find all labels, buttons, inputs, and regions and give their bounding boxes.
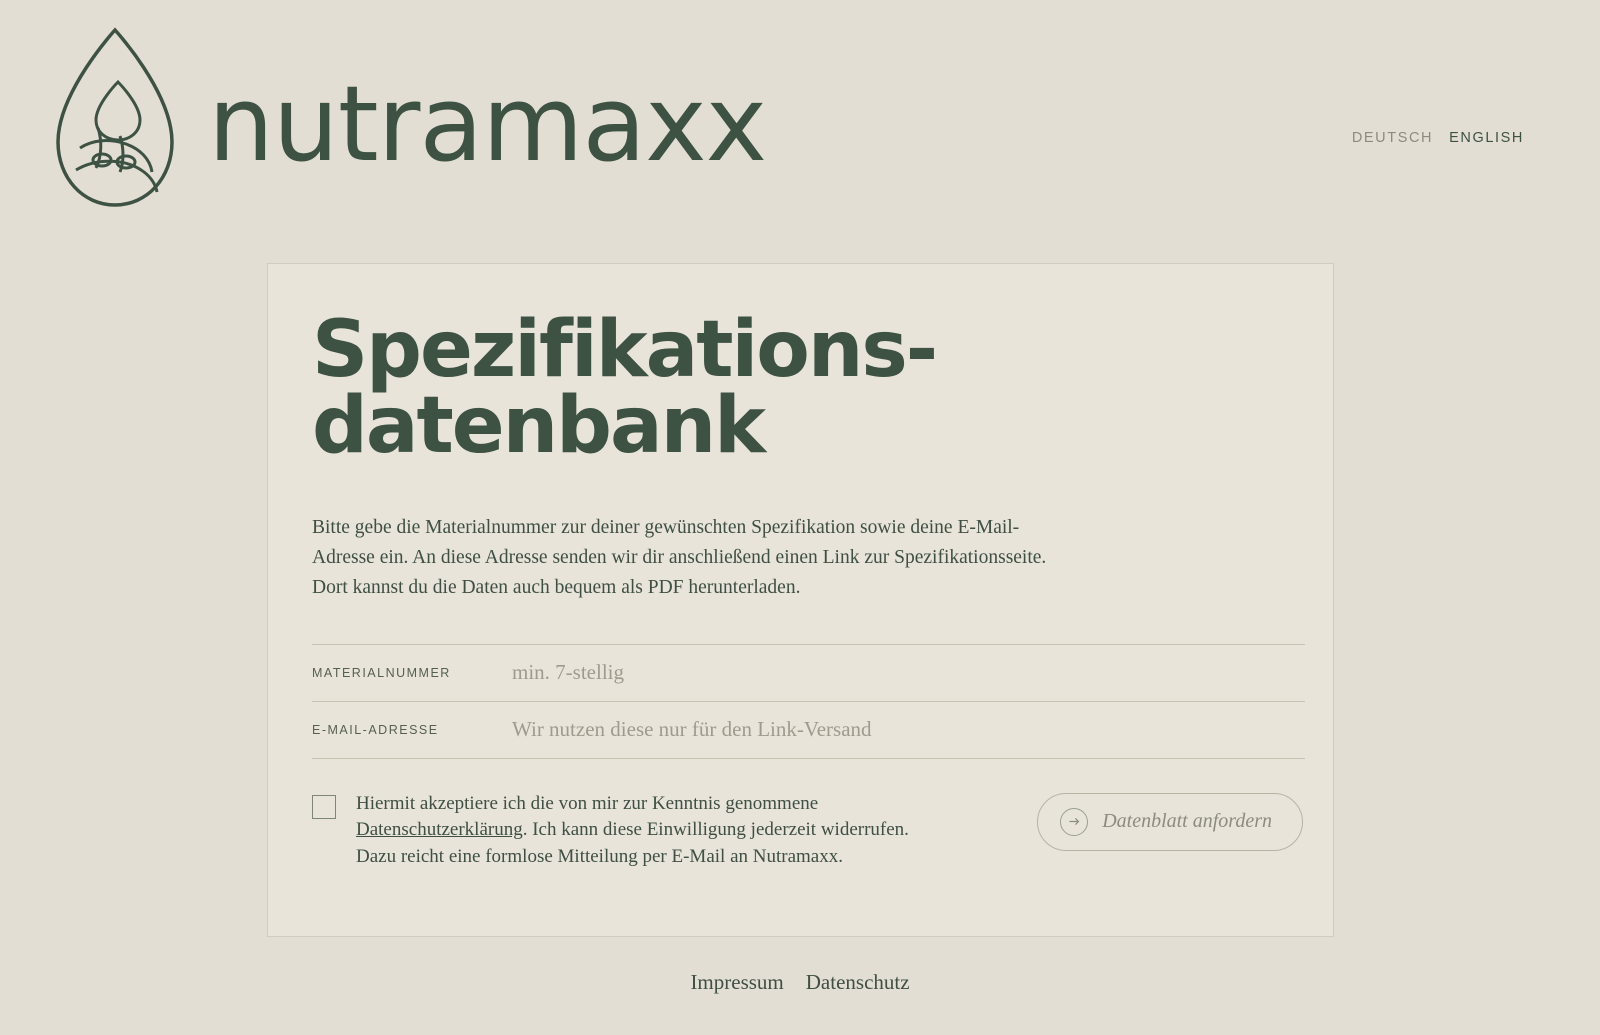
email-input[interactable] xyxy=(512,717,1305,742)
consent-block xyxy=(312,791,932,871)
consent-row xyxy=(312,791,1305,871)
materialnummer-label: MATERIALNUMMER xyxy=(312,665,451,680)
brand[interactable] xyxy=(40,20,766,220)
request-datasheet-label: Datenblatt anfordern xyxy=(1102,810,1272,833)
specification-request-form xyxy=(312,644,1305,871)
field-row-materialnummer[interactable] xyxy=(312,644,1305,701)
consent-text-after: . Ich kann diese Einwilligung jederzeit widerrufen. Dazu reicht eine formlose Mitteilung per E-Mail an Nutramaxx. xyxy=(356,819,909,867)
page-header xyxy=(0,0,1600,240)
materialnummer-input[interactable] xyxy=(512,660,1305,685)
language-switcher[interactable] xyxy=(1352,130,1524,146)
consent-text-before: Hiermit akzeptiere ich die von mir zur Kenntnis genommene xyxy=(356,792,819,814)
consent-text xyxy=(356,791,932,871)
email-label: E-MAIL-ADRESSE xyxy=(312,722,439,737)
brand-name: nutramaxx xyxy=(208,63,767,185)
leaf-droplet-logo-icon xyxy=(40,20,190,220)
field-row-email[interactable] xyxy=(312,701,1305,759)
consent-checkbox[interactable] xyxy=(312,795,336,819)
page-footer xyxy=(0,970,1600,995)
footer-link-datenschutz[interactable]: Datenschutz xyxy=(805,970,910,994)
language-option-deutsch[interactable]: DEUTSCH xyxy=(1351,130,1434,146)
intro-text: Bitte gebe die Materialnummer zur deiner gewünschten Spezifikation sowie deine E-Mail-Adresse ein. An diese Adresse senden wir dir anschließend einen Link zur Spezifikationsseite. Dort kannst du die Daten auch bequem als PDF herunterladen. xyxy=(312,516,1047,599)
arrow-right-circle-icon xyxy=(1060,808,1088,836)
privacy-policy-link[interactable]: Datenschutzerklärung xyxy=(356,819,523,841)
page-title: Spezifikations-datenbank xyxy=(312,305,937,472)
request-form-card xyxy=(267,263,1334,937)
language-option-english[interactable]: ENGLISH xyxy=(1449,130,1524,146)
request-datasheet-button[interactable] xyxy=(1037,793,1303,851)
footer-link-impressum[interactable]: Impressum xyxy=(690,970,784,994)
